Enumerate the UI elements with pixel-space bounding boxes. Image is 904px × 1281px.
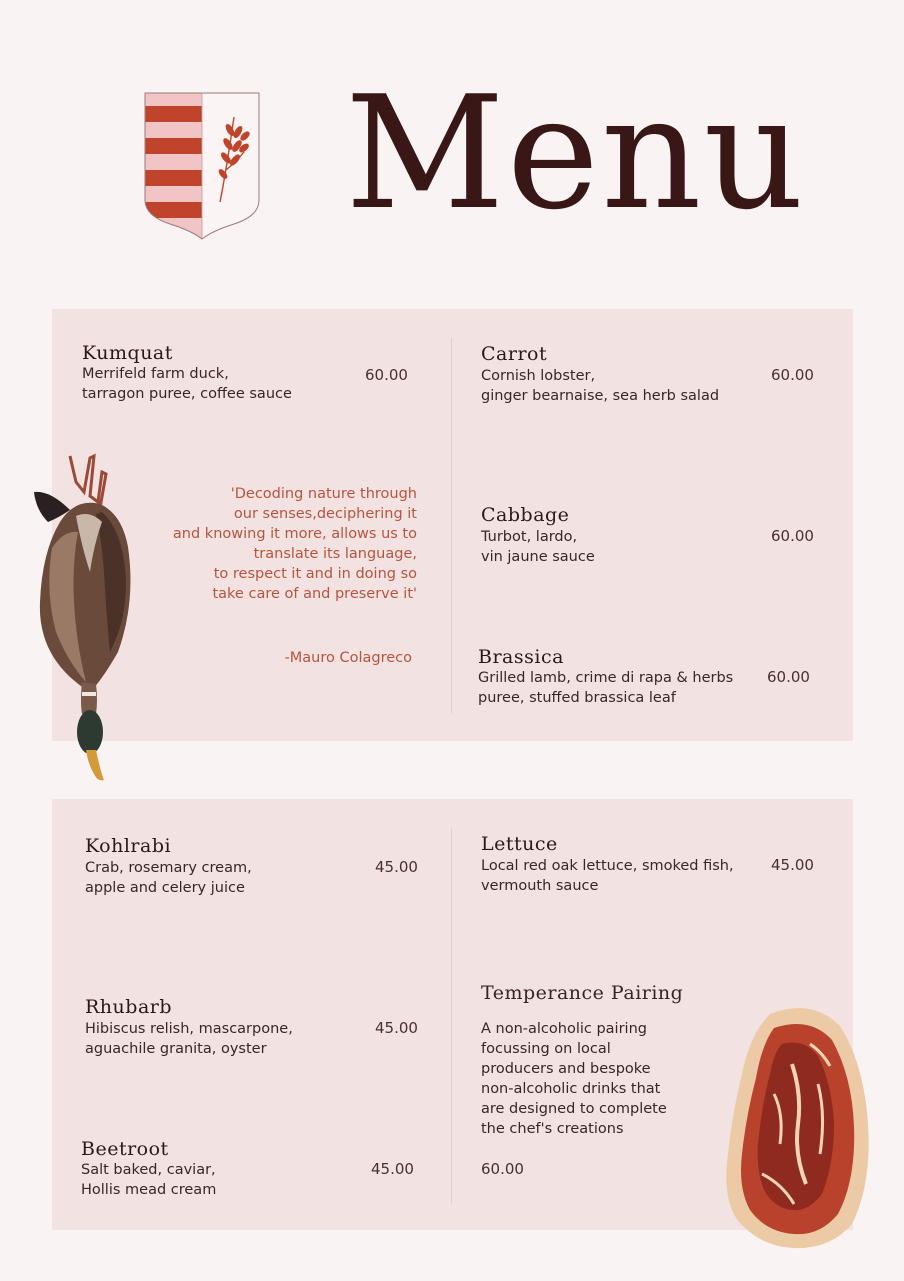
desc-line: Local red oak lettuce, smoked fish, [481, 858, 734, 874]
desc-line: vermouth sauce [481, 878, 599, 894]
duck-illustration [30, 452, 140, 784]
item-name-kumquat: Kumquat [82, 342, 173, 364]
desc-line: Cornish lobster, [481, 368, 596, 384]
item-desc-lettuce [481, 856, 734, 896]
item-price-kohlrabi: 45.00 [375, 858, 418, 876]
desc-line: Hibiscus relish, mascarpone, [85, 1021, 293, 1037]
item-price-cabbage: 60.00 [771, 527, 814, 545]
desc-line: non-alcoholic drinks that [481, 1081, 661, 1097]
desc-line: Turbot, lardo, [481, 529, 578, 545]
desc-line: producers and bespoke [481, 1061, 651, 1077]
desc-line: apple and celery juice [85, 880, 245, 896]
desc-line: vin jaune sauce [481, 549, 595, 565]
desc-line: Merrifeld farm duck, [82, 366, 229, 382]
item-name-beetroot: Beetroot [81, 1138, 169, 1160]
pairing-desc [481, 1019, 667, 1139]
column-divider [451, 338, 452, 713]
item-name-carrot: Carrot [481, 343, 548, 365]
steak-illustration [722, 1004, 872, 1254]
item-name-lettuce: Lettuce [481, 833, 558, 855]
item-name-kohlrabi: Kohlrabi [85, 835, 172, 857]
quote-text [173, 484, 417, 604]
desc-line: are designed to complete [481, 1101, 667, 1117]
item-desc-cabbage [481, 527, 595, 567]
item-price-lettuce: 45.00 [771, 856, 814, 874]
item-price-kumquat: 60.00 [365, 366, 408, 384]
item-desc-rhubarb [85, 1019, 293, 1059]
quote-line: our senses,deciphering it [233, 506, 417, 522]
item-desc-beetroot [81, 1160, 216, 1200]
page-title: Menu [345, 62, 806, 244]
desc-line: the chef's creations [481, 1121, 624, 1137]
desc-line: focussing on local [481, 1041, 611, 1057]
pairing-title: Temperance Pairing [481, 982, 684, 1004]
column-divider [451, 828, 452, 1204]
item-price-rhubarb: 45.00 [375, 1019, 418, 1037]
quote-line: 'Decoding nature through [230, 486, 417, 502]
item-name-cabbage: Cabbage [481, 504, 570, 526]
desc-line: Grilled lamb, crime di rapa & herbs [478, 670, 734, 686]
desc-line: aguachile granita, oyster [85, 1041, 267, 1057]
desc-line: Crab, rosemary cream, [85, 860, 252, 876]
crest-icon [144, 92, 260, 240]
desc-line: A non-alcoholic pairing [481, 1021, 647, 1037]
item-price-brassica: 60.00 [767, 668, 810, 686]
desc-line: Salt baked, caviar, [81, 1162, 216, 1178]
item-desc-kohlrabi [85, 858, 252, 898]
desc-line: tarragon puree, coffee sauce [82, 386, 292, 402]
desc-line: Hollis mead cream [81, 1182, 217, 1198]
item-name-rhubarb: Rhubarb [85, 996, 173, 1018]
quote-line: to respect it and in doing so [213, 566, 417, 582]
desc-line: ginger bearnaise, sea herb salad [481, 388, 720, 404]
item-price-beetroot: 45.00 [371, 1160, 414, 1178]
item-desc-kumquat [82, 364, 292, 404]
quote-author: -Mauro Colagreco [284, 650, 412, 666]
quote-line: and knowing it more, allows us to [172, 526, 417, 542]
pairing-price: 60.00 [481, 1160, 524, 1178]
item-price-carrot: 60.00 [771, 366, 814, 384]
item-desc-carrot [481, 366, 719, 406]
quote-line: translate its language, [253, 546, 417, 562]
desc-line: puree, stuffed brassica leaf [478, 690, 676, 706]
quote-line: take care of and preserve it' [212, 586, 417, 602]
item-name-brassica: Brassica [478, 646, 564, 668]
item-desc-brassica [478, 668, 733, 708]
